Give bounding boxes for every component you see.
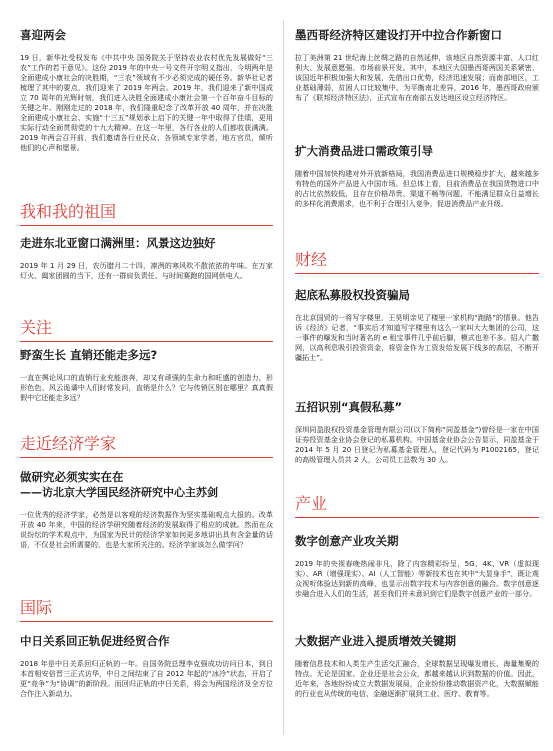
article-title: 大数据产业进入提质增效关键期	[295, 634, 456, 648]
article-summary: 一位优秀的经济学家，必然是以客观的经济数据作为坚实基础观点大报的。改革开放 40 年来，中国的经济学研究随着经济的发展取得了相应的成就。然而在众说纷纭的学术观点中，为国家为民计的经济学家如何更多地讲出具有含金量的话语，不仅是社会所需要的，也是大家所关注的。经济学家该怎么做学问？	[20, 510, 273, 549]
column-divider	[283, 20, 284, 735]
article-summary: 随着信息技术和人类生产生活交汇融合，全球数据呈现爆发增长、海量集聚的特点。无论是国家、企业还是社会公众，都越来越认识到数据的价值。因此，近年来，各地纷纷成立大数据发展局，企业纷纷推动数据资产化，大数据赋能的行业也从传统的电信、金融逐渐扩展到工业、医疗、教育等。	[295, 659, 539, 698]
article-big-data[interactable]	[295, 634, 539, 699]
section-title: 我和我的祖国	[20, 202, 117, 221]
section-motherland	[20, 202, 273, 226]
article-summary: 在北京国贸的一将写字楼里，王昊明亲见了楼里一家机构“跑路”的情景。他告诉《经济》记者，“事实后才知道写字楼里有这么一家叫大大集团的公司，这一事件的曝发和当时著名的 e 租宝事件几乎前后脚，模式也差不多。招人广撒网，以高利息吸引投资资金，将资金作为工资发给发展下线多的高层，不断开疆拓土”。	[295, 313, 539, 362]
article-title: 做研究必须实实在在	[20, 470, 124, 484]
article-manzhouli[interactable]	[20, 236, 273, 281]
article-summary: 2019 年 1 月 29 日，农历腊月二十四，凛冽的寒风吹不散浓浓的年味。在万家灯火、阖家团圆的当下，还有一群肩负责任、与时间赛跑的国网供电人。	[20, 261, 273, 280]
article-title: 起底私募股权投资骗局	[295, 288, 410, 302]
article-welcome[interactable]	[20, 28, 273, 153]
article-private-equity[interactable]	[295, 288, 539, 363]
section-rule	[295, 517, 539, 518]
article-subtitle: ——访北京大学国民经济研究中心主苏剑	[20, 486, 218, 499]
article-title: 喜迎两会	[20, 28, 66, 42]
article-title: 中日关系回正轨促进经贸合作	[20, 634, 170, 648]
article-summary: 2018 年是中日关系回归正轨的一年。自国务院总理李克强成功访问日本，到日本首相安倍晋三正式访华，中日之间结束了自 2012 年起的“冰冷”状态，开启了更“竞争”为“协调”的新阶段。而回归正轨的中日关系，将会为两国经济及全方位合作注入新动力。	[20, 659, 273, 698]
section-attention	[20, 318, 273, 342]
article-title: 野蛮生长 直销还能走多远?	[20, 348, 158, 362]
article-economist-interview[interactable]	[20, 470, 273, 550]
article-title: 墨西哥经济特区建设打开中拉合作新窗口	[295, 28, 502, 42]
section-economists	[20, 434, 273, 458]
article-digital-creative[interactable]	[295, 534, 539, 599]
section-rule	[20, 621, 273, 622]
section-rule	[20, 341, 273, 342]
article-summary: 2019 年的央视春晚热闹非凡，除了内容精彩纷呈，5G、4K、VR（虚拟现实）、AR（增强现实）、AI（人工智能）等新技术也在其中“大显身手”，既让观众视听体验达到新的高峰，也显示出数字技术与内容创意的融合。数字创意逐步融合进入人们的生活，甚至我们并未意识到它们是数字创意产业的一部分。	[295, 559, 539, 598]
article-title: 走进东北亚窗口满洲里：风景这边独好	[20, 236, 216, 250]
article-summary: 一直在舆论风口的直销行业充能浪奔，却又有顽强的生命力和旺盛的创造力，形形色色、风云诡谲中人们时常发问，直销是什么？它与传销区别在哪里？真真假假中它还能走多远？	[20, 373, 273, 402]
section-rule	[20, 225, 273, 226]
section-title: 财经	[295, 250, 328, 269]
section-title: 走近经济学家	[20, 434, 117, 453]
article-mexico-zone[interactable]	[295, 28, 539, 103]
article-title: 五招识别“真假私募”	[295, 400, 403, 414]
article-summary: 随着中国加快构建对外开放新格局，我国消费品进口规模稳步扩大，越来越多有特色的国外产品进入中国市场。但总体上看，目前消费品在我国货物进口中的占比依然较低，且存在价格昂贵、渠道不畅等问题，不能满足群众日益增长的多样化消费需求，也不利于合理引入竞争，促进消费品产业升级。	[295, 169, 539, 208]
section-title: 国际	[20, 598, 53, 617]
article-summary: 深圳同盈股权投资基金管理有限公司(以下简称“同盈基金”)曾经是一家在中国证券投资基金业协会登记的私募机构。中国基金业协会公告显示，同盈基金于 2014 年 5 月 20 日登记为私募基金管理人，登记代码为 P1002165，登记的高级管理人员共 2 人，公司员工总数为 30 人。	[295, 425, 539, 464]
article-summary: 拉丁美洲第 21 世纪海上丝绸之路的自然延伸，该地区自然资源丰富、人口红利大、发展意愿强、市场前景开发。其中，本地区大国墨西哥两国关系紧密，该国近年积极加强大和发展，先借出口优势，经济迅速发展；而南部地区，工业基础薄弱，贫困人口比较集中。为平衡南北差异，2016 年，墨西哥政府颁布了《联邦经济特区法》，正式宣布在南部五发达地区设立经济特区。	[295, 53, 539, 102]
article-title: 数字创意产业攻关期	[295, 534, 399, 548]
section-industry	[295, 494, 539, 518]
article-summary: 19 日，新华社受权发布《中共中央 国务院关于坚持农业农村优先发展做好“三农”工作的若干意见》。这份 2019 年的中央一号文件开宗明义指出，今明两年是全面建成小康社会的决胜期，“三农”领域有不少必须完成的硬任务。新华社记者梳理了其中的要点，我们迎来了 2019 年两会。2019 年，我们迎来了新中国成立 70 周年的光辉时刻，我们进入决胜全面建成小康社会第一个百年奋斗目标的关键之年。刚刚走过的 2018 年，我们隆重纪念了改革开放 40 周年，并在决胜全面建成小康社会、实施“十三五”规划承上启下的关键一年中取得了佳绩，更用实际行动全面贯彻党的十九大精神。在这一年里，各行各业的人们都收获满满。2019 年两会召开前，我们邀请各行业民众、各领域专家学者、地方官员，倾听他们的心声和愿景。	[20, 53, 273, 152]
section-title: 产业	[295, 494, 328, 513]
article-china-japan[interactable]	[20, 634, 273, 699]
article-fake-fund[interactable]	[295, 400, 539, 465]
article-direct-selling[interactable]	[20, 348, 273, 403]
section-rule	[20, 457, 273, 458]
section-title: 关注	[20, 318, 53, 337]
section-finance	[295, 250, 539, 274]
section-rule	[295, 273, 539, 274]
article-consumer-import[interactable]	[295, 144, 539, 209]
section-international	[20, 598, 273, 622]
article-title: 扩大消费品进口需政策引导	[295, 144, 433, 158]
